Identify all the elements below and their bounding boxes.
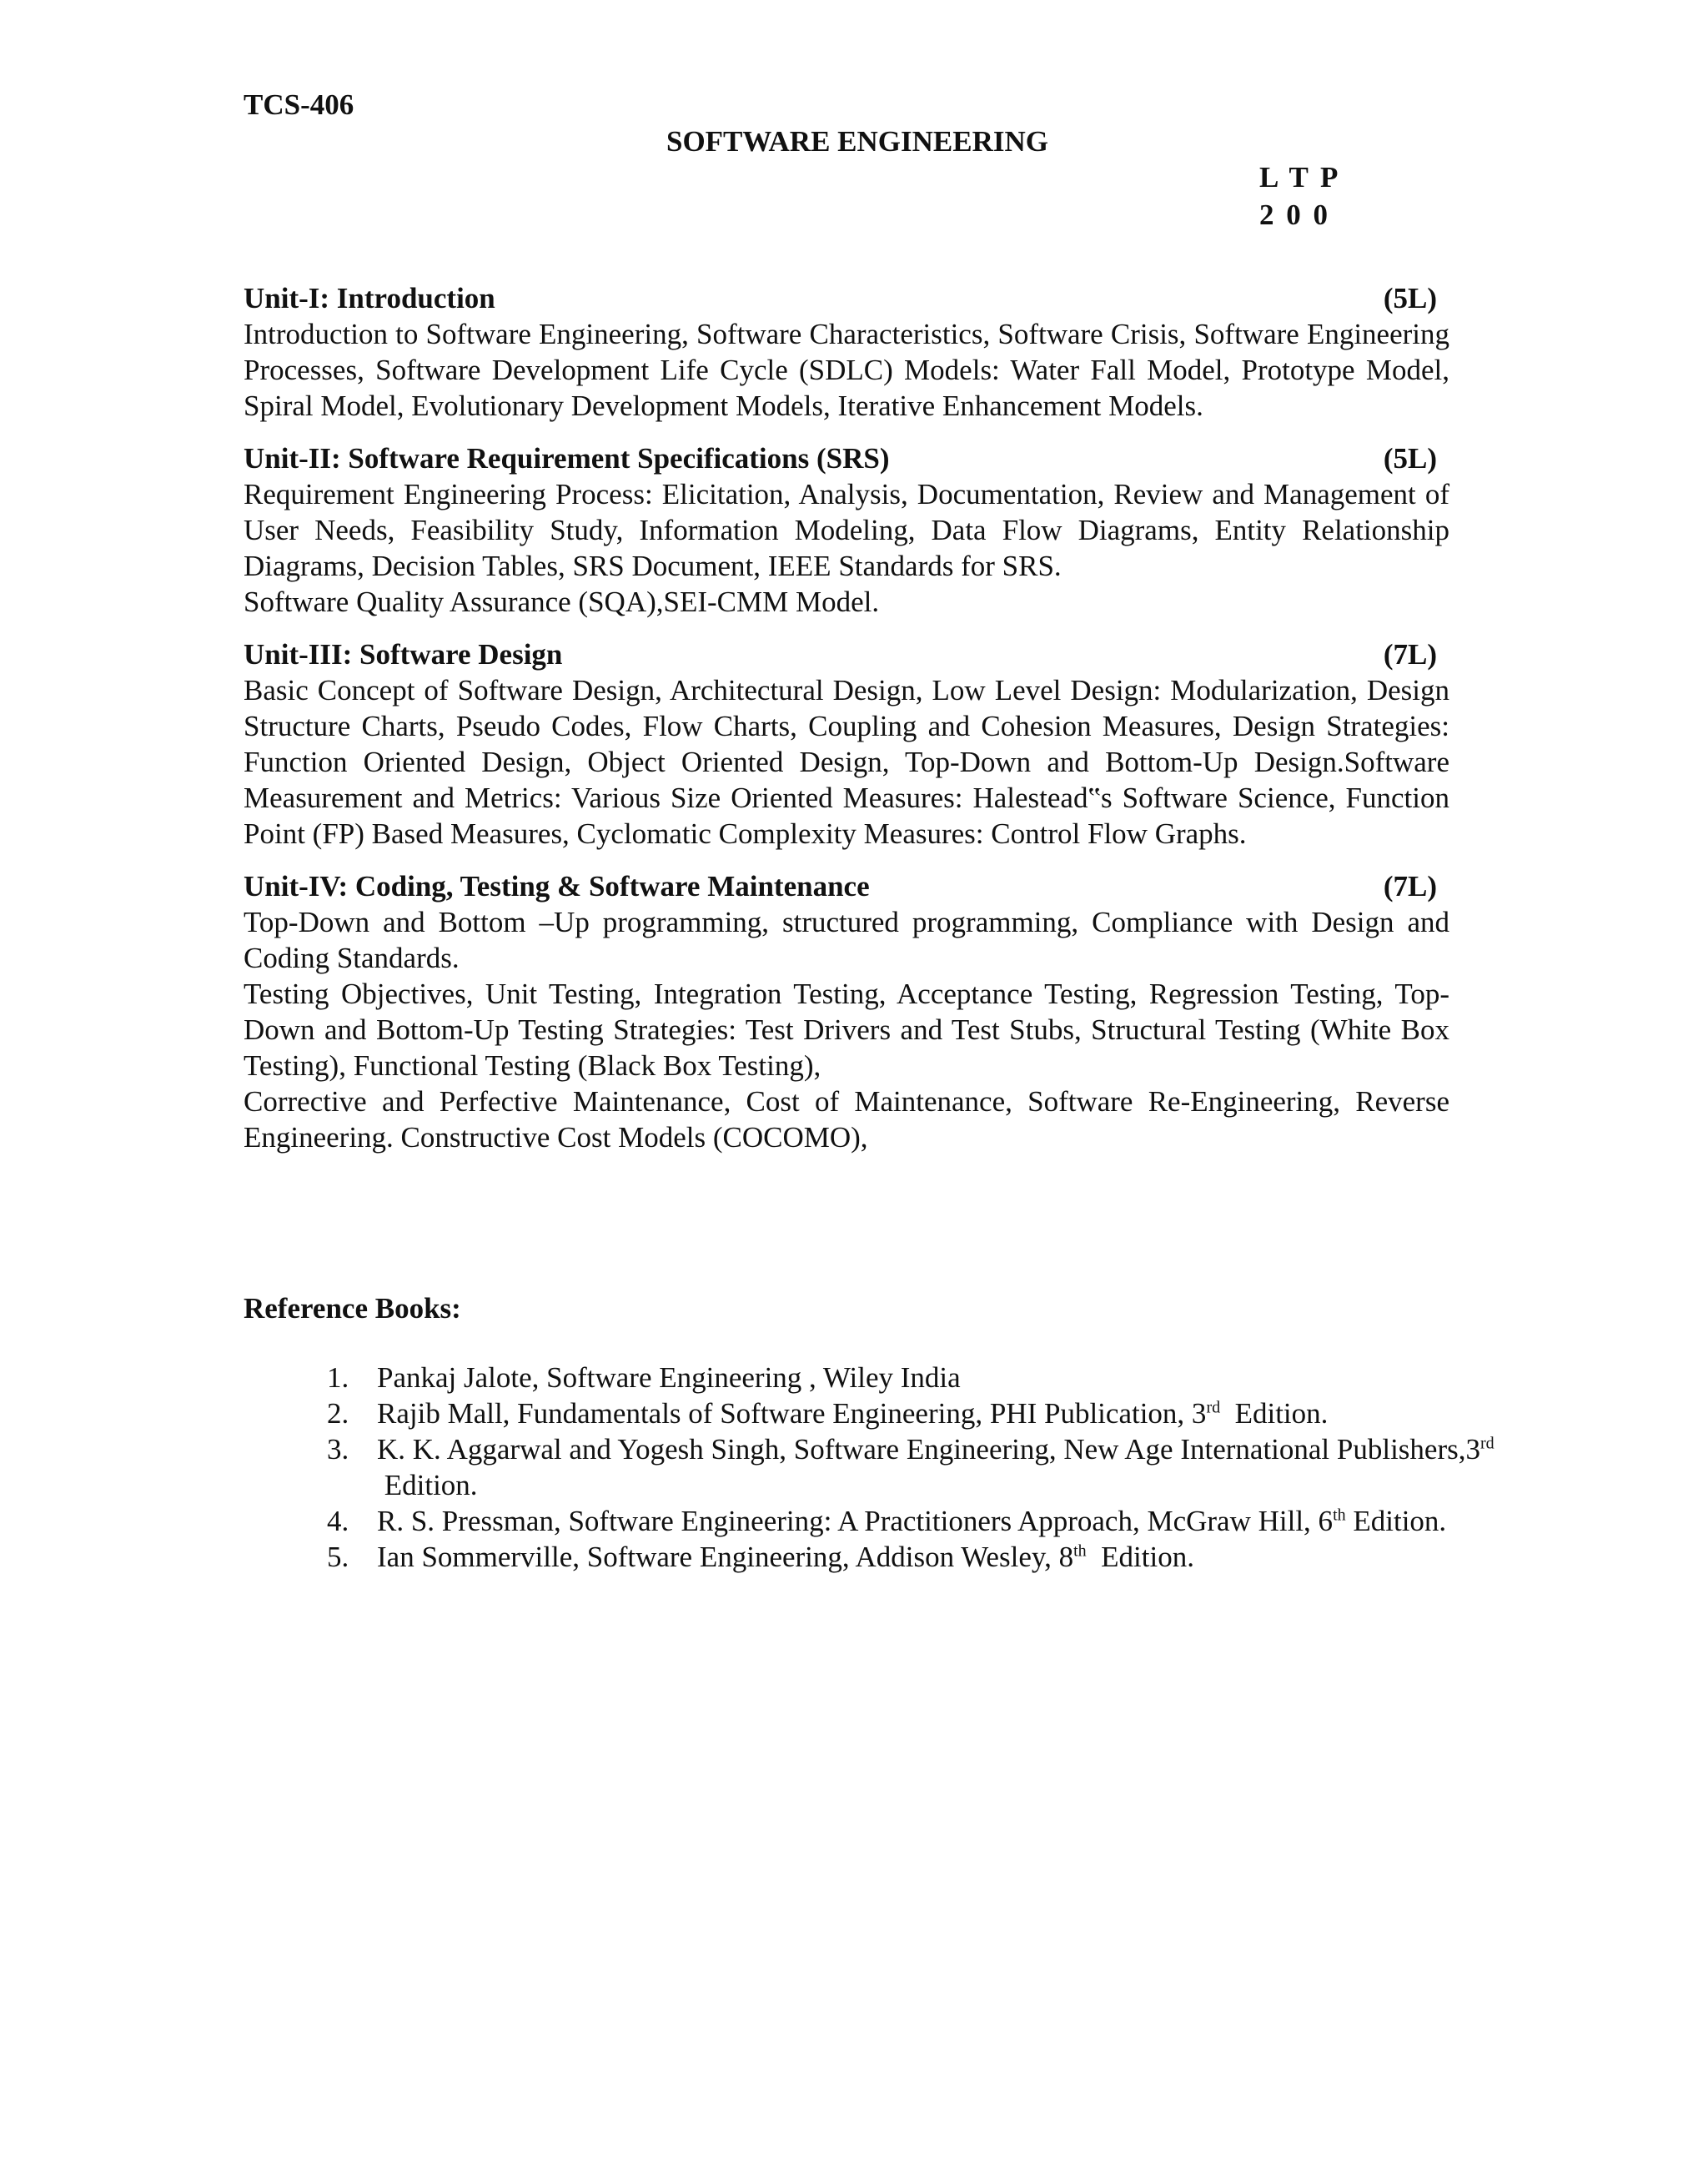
- reference-text: Pankaj Jalote, Software Engineering , Wiley India: [377, 1361, 961, 1394]
- unit-paragraph: Requirement Engineering Process: Elicitation, Analysis, Documentation, Review and Management of User Needs, Feasibility Study, Information Modeling, Data Flow Diagrams, Entity Relationship Diagrams, Decision Tables, SRS Document, IEEE Standards for SRS.: [244, 478, 1449, 582]
- unit-body: [244, 672, 1449, 852]
- reference-suffix: Edition.: [1086, 1541, 1194, 1573]
- course-code: TCS-406: [244, 88, 354, 121]
- reference-superscript: th: [1333, 1506, 1346, 1525]
- reference-text: K. K. Aggarwal and Yogesh Singh, Software Engineering, New Age International Publishers,3: [377, 1433, 1480, 1466]
- reference-number: 3.: [327, 1433, 349, 1466]
- reference-superscript: rd: [1480, 1434, 1494, 1453]
- reference-item: [244, 1539, 1494, 1575]
- reference-number: 5.: [327, 1541, 349, 1573]
- ltp-values: 2 0 0: [1259, 199, 1330, 231]
- unit-title: Unit-I: Introduction: [244, 282, 495, 314]
- units-section: [244, 280, 1449, 1172]
- reference-text: R. S. Pressman, Software Engineering: A Practitioners Approach, McGraw Hill, 6: [377, 1505, 1334, 1537]
- unit-heading: [244, 636, 1449, 672]
- unit-body: [244, 476, 1449, 620]
- unit-paragraph: Basic Concept of Software Design, Architectural Design, Low Level Design: Modularization, Design Structure Charts, Pseudo Codes, Flow Charts, Coupling and Cohesion Measures, Design Strategies: Function Oriented Design, Object Oriented Design, Top-Down and Bottom-Up Design.Software Measurement and Metrics: Various Size Oriented Measures: Halestead‟s Software Science, Function Point (FP) Based Measures, Cyclomatic Complexity Measures: Control Flow Graphs.: [244, 674, 1449, 850]
- reference-suffix: Edition.: [1345, 1505, 1447, 1537]
- reference-superscript: rd: [1206, 1398, 1221, 1417]
- reference-text: Rajib Mall, Fundamentals of Software Engineering, PHI Publication, 3: [377, 1397, 1207, 1430]
- unit-paragraph: Testing Objectives, Unit Testing, Integration Testing, Acceptance Testing, Regression Testing, Top-Down and Bottom-Up Testing Strategies: Test Drivers and Test Stubs, Structural Testing (White Box Testing), Functional Testing (Black Box Testing),: [244, 978, 1449, 1082]
- unit-hours: (5L): [1383, 282, 1437, 314]
- unit-heading: [244, 868, 1449, 904]
- unit-heading: [244, 440, 1449, 476]
- unit-body: [244, 316, 1449, 424]
- unit-paragraph: Software Quality Assurance (SQA),SEI-CMM Model.: [244, 586, 880, 618]
- reference-list: [244, 1360, 1494, 1575]
- reference-number: 4.: [327, 1505, 349, 1537]
- unit-3: [244, 636, 1449, 852]
- unit-hours: (7L): [1383, 870, 1437, 903]
- reference-books-title: Reference Books:: [244, 1292, 461, 1325]
- unit-paragraph: Corrective and Perfective Maintenance, Cost of Maintenance, Software Re-Engineering, Reverse Engineering. Constructive Cost Models (COCOMO),: [244, 1085, 1449, 1154]
- unit-title: Unit-III: Software Design: [244, 638, 563, 671]
- unit-2: [244, 440, 1449, 620]
- reference-item: [244, 1360, 1494, 1395]
- unit-hours: (5L): [1383, 442, 1437, 475]
- unit-4: [244, 868, 1449, 1155]
- reference-books-section: [244, 1290, 1494, 1575]
- reference-item: [244, 1503, 1494, 1539]
- unit-title: Unit-IV: Coding, Testing & Software Maintenance: [244, 870, 870, 903]
- reference-superscript: th: [1073, 1541, 1087, 1561]
- reference-text: Ian Sommerville, Software Engineering, Addison Wesley, 8: [377, 1541, 1074, 1573]
- reference-suffix: Edition.: [1220, 1397, 1329, 1430]
- unit-paragraph: Top-Down and Bottom –Up programming, structured programming, Compliance with Design and Coding Standards.: [244, 906, 1449, 974]
- reference-suffix: Edition.: [377, 1469, 478, 1501]
- course-title: SOFTWARE ENGINEERING: [666, 125, 1048, 158]
- ltp-header: L T P: [1259, 161, 1341, 194]
- reference-item: [244, 1395, 1494, 1431]
- unit-paragraph: Introduction to Software Engineering, Software Characteristics, Software Crisis, Software Engineering Processes, Software Development Life Cycle (SDLC) Models: Water Fall Model, Prototype Model, Spiral Model, Evolutionary Development Models, Iterative Enhancement Models.: [244, 318, 1449, 422]
- reference-number: 2.: [327, 1397, 349, 1430]
- unit-1: [244, 280, 1449, 424]
- unit-body: [244, 904, 1449, 1155]
- reference-number: 1.: [327, 1361, 349, 1394]
- unit-hours: (7L): [1383, 638, 1437, 671]
- unit-title: Unit-II: Software Requirement Specifications (SRS): [244, 442, 890, 475]
- unit-heading: [244, 280, 1449, 316]
- reference-item: [244, 1431, 1494, 1503]
